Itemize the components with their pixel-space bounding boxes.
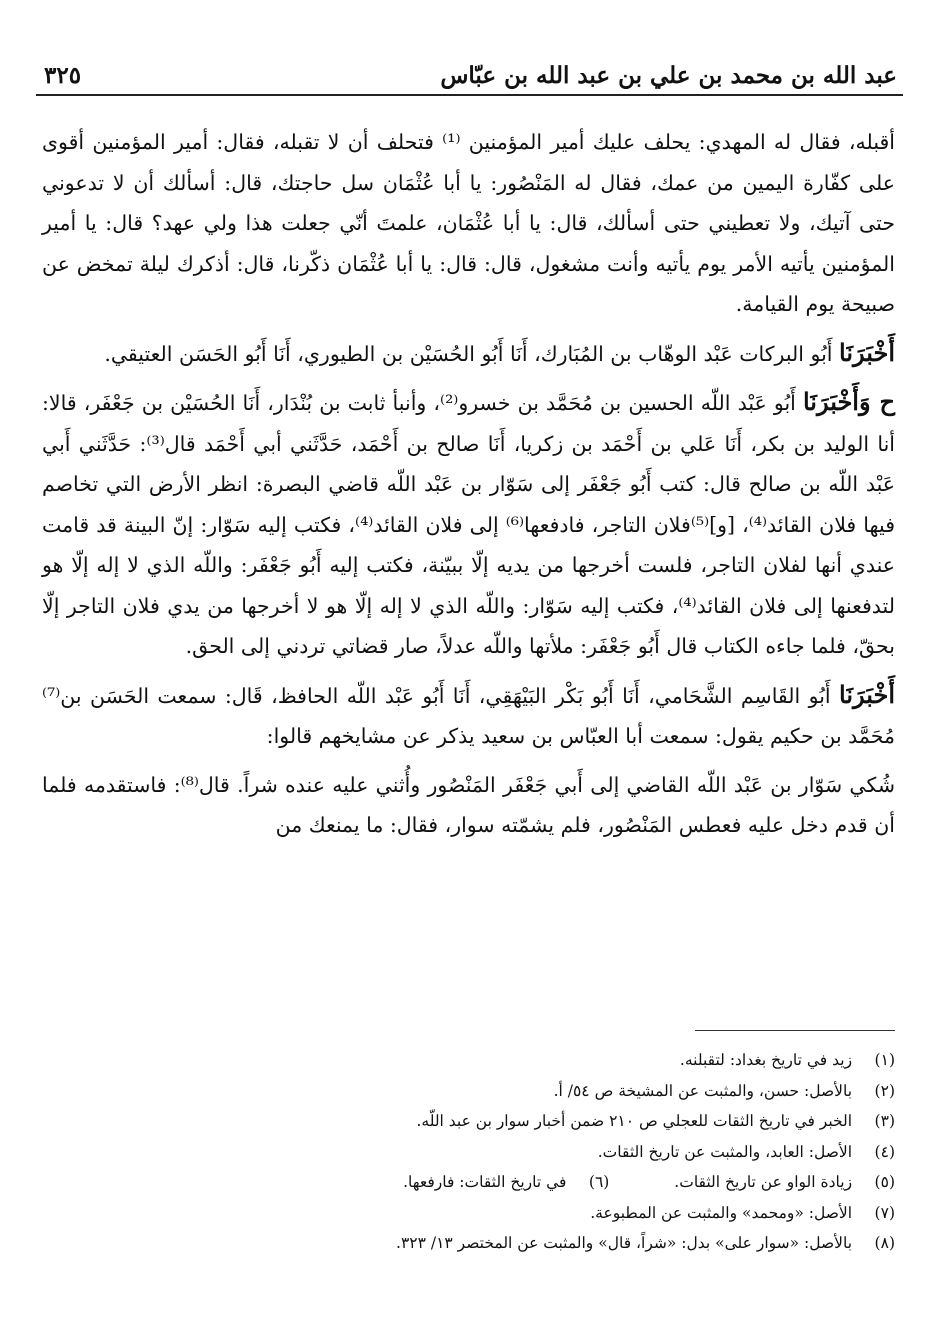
- isnad-lead: أَخْبَرَنَا: [839, 337, 895, 367]
- footnote-number: (١): [874, 1051, 895, 1069]
- footnote-divider: [695, 1030, 895, 1031]
- footnote-text: بالأصل: «سوار على» بدل: «شراً، قال» والمثبت عن المختصر ١٣/ ٣٢٣.: [396, 1234, 853, 1252]
- isnad-lead: ح وَأَخْبَرَنَا: [802, 387, 895, 416]
- footnote-text: الخبر في تاريخ الثقات للعجلي ص ٢١٠ ضمن أخبار سوار بن عبد اللّه.: [416, 1112, 853, 1130]
- footnote-8: [42, 1228, 895, 1259]
- page-number: ٣٢٥: [44, 62, 82, 89]
- footnote-number: (٤): [874, 1142, 895, 1161]
- paragraph-4: [42, 675, 895, 757]
- footnote-7: [42, 1198, 895, 1229]
- footnote-6: [403, 1167, 609, 1198]
- footnote-number: (٥): [874, 1173, 895, 1191]
- footnote-text: بالأصل: حسن، والمثبت عن المشيخة ص ٥٤/ أ.: [553, 1081, 853, 1100]
- paragraph-text: أقبله، فقال له المهدي: يحلف عليك أمير المؤمنين ⁽¹⁾ فتحلف أن لا تقبله، فقال: أمير المؤمنين أقوى على كفّارة اليمين من عمك، فقال له المَنْصُور: يا أبا عُثْمَان سل حاجتك، قال: أسألك أن لا تدعوني حتى آتيك، ولا تعطيني حتى أسألك، قال: يا أبا عُثْمَان، علمتَ أنّي جعلت هذا ولي عهد؟ قال: يا أمير المؤمنين يأتيه الأمر يوم يأتيه وأنت مشغول، قال: قال: يا أبا عُثْمَان ذكّرنا، قال: أذكرك ليلة تمخض عن صبيحة يوم القيامة.: [42, 130, 896, 316]
- paragraph-text: أَبُو القَاسِم الشَّحَامي، أَنَا أَبُو بَكْر البَيْهَقِي، أَنَا أَبُو عَبْد اللّه الحافظ، قَال: سمعت الحَسَن بن⁽⁷⁾ مُحَمَّد بن حكيم يقول: سمعت أبا العبّاس بن سعيد يذكر عن مشايخهم قالوا:: [42, 683, 895, 748]
- footnote-number: (٦): [588, 1173, 610, 1191]
- footnote-text: زيادة الواو عن تاريخ الثقات.: [674, 1173, 853, 1191]
- footnote-text: الأصل: العابد، والمثبت عن تاريخ الثقات.: [597, 1142, 853, 1161]
- running-title: عبد الله بن محمد بن علي بن عبد الله بن عبّاس: [440, 62, 897, 89]
- footnote-number: (٣): [874, 1112, 895, 1130]
- footnote-5: [42, 1167, 895, 1198]
- paragraph-5: [42, 765, 895, 846]
- footnote-number: (٨): [874, 1234, 895, 1252]
- paragraph-text: أَبُو البركات عَبْد الوهّاب بن المُبَارك، أَنَا أَبُو الحُسَيْن بن الطيوري، أَنَا أَبُو الحَسَن العتيقي.: [104, 341, 833, 366]
- isnad-lead: أَخْبَرَنَا: [839, 679, 895, 709]
- footnote-text: الأصل: «ومحمد» والمثبت عن المطبوعة.: [590, 1203, 853, 1222]
- footnote-number: (٢): [874, 1081, 895, 1100]
- footnote-2: [42, 1076, 895, 1107]
- footnote-number: (٧): [874, 1203, 895, 1222]
- paragraph-2: [42, 333, 895, 375]
- footnote-1: [42, 1045, 895, 1076]
- footnote-text: زيد في تاريخ بغداد: لتقبلنه.: [679, 1051, 853, 1069]
- paragraph-1: [42, 122, 895, 325]
- footnote-4: [42, 1137, 895, 1168]
- paragraph-text: أَبُو عَبْد اللّه الحسين بن مُحَمَّد بن خسرو⁽²⁾، وأنبأ ثابت بن بُنْدَار، أَنَا الحُسَيْن بن جَعْفَر، قالا: أنا الوليد بن بكر، أَنَا عَلي بن أَحْمَد بن زكريا، أَنَا صالح بن أَحْمَد، حَدَّثَني أبي أَحْمَد قال⁽³⁾: حَدَّثَني أَبي عَبْد اللّه بن صالح قال: كتب أَبُو جَعْفَر إلى سَوّار بن عَبْد اللّه قاضي البصرة: انظر الأرض التي تخاصم فيها فلان القائد⁽⁴⁾، [و]⁽⁵⁾فلان التاجر، فادفعها⁽⁶⁾ إلى فلان القائد⁽⁴⁾، فكتب إليه سَوّار: إنّ البينة قد قامت عندي أنها لفلان التاجر، فلست أخرجها من يديه إلّا ببيّنة، فكتب إليه أَبُو جَعْفَر: واللّه الذي لا إله إلّا هو لتدفعنها إلى فلان القائد⁽⁴⁾، فكتب إليه سَوّار: واللّه الذي لا إله إلّا هو لا أخرجها من يدي فلان التاجر إلّا بحقّ، فلما جاءه الكتاب قال أَبُو جَعْفَر: ملأتها واللّه عدلاً، صار قضاتي تردني إلى الحق.: [42, 391, 895, 658]
- footnote-text: في تاريخ الثقات: فارفعها.: [403, 1173, 567, 1191]
- footnote-3: [42, 1106, 895, 1137]
- paragraph-text: شُكي سَوّار بن عَبْد اللّه القاضي إلى أَبي جَعْفَر المَنْصُور وأُثني عليه عنده شراً. قال⁽⁸⁾: فاستقدمه فلما أن قدم دخل عليه فعطس المَنْصُور، فلم يشمّته سوار، فقال: ما يمنعك من: [42, 772, 896, 837]
- paragraph-3: [42, 382, 895, 667]
- main-text: [42, 122, 895, 852]
- page-header: [36, 58, 903, 96]
- footnotes: [42, 1030, 895, 1259]
